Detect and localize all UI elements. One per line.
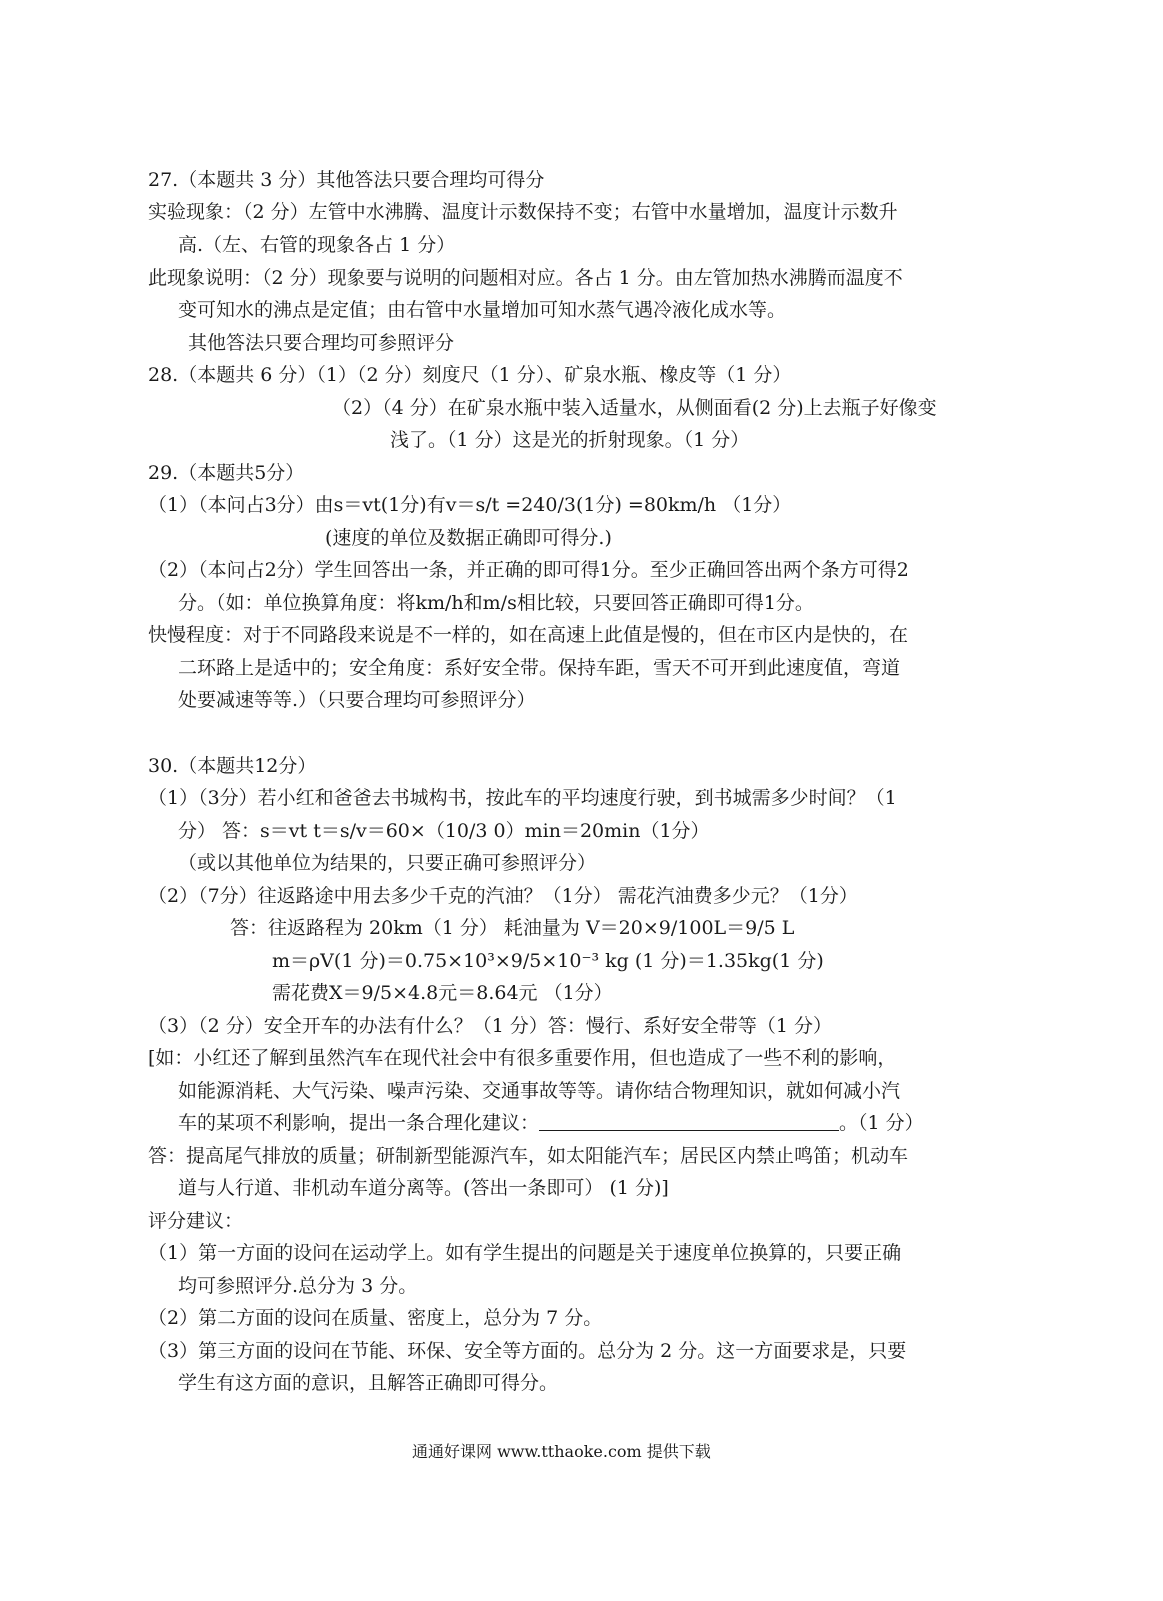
q29-part3-line2: 二环路上是适中的；安全角度：系好安全带。保持车距，雪天不可开到此速度值，弯道 [178,657,901,679]
page-footer: 通通好课网 www.tthaoke.com 提供下载 [412,1442,711,1461]
q27-explanation-line2: 变可知水的沸点是定值；由右管中水量增加可知水蒸气遇冷液化成水等。 [178,299,787,321]
q30-part1-line3: （或以其他单位为结果的，只要正确可参照评分） [178,852,597,874]
q29-part2-line2: 分。（如：单位换算角度：将km/h和m/s相比较，只要回答正确即可得1分。 [178,592,814,614]
q29-part2-line1: （2）（本问占2分）学生回答出一条，并正确的即可得1分。至少正确回答出两个条方可得2 [148,559,909,581]
q30-answer-line2: 道与人行道、非机动车道分离等。(答出一条即可） (1 分)] [178,1177,669,1199]
q30-part3: （3）（2 分）安全开车的办法有什么？（1 分）答：慢行、系好安全带等（1 分） [148,1015,832,1037]
q30-example-line2: 如能源消耗、大气污染、噪声污染、交通事故等等。请你结合物理知识，就如何减小汽 [178,1080,901,1102]
q29-part3-line1: 快慢程度：对于不同路段来说是不一样的，如在高速上此值是慢的，但在市区内是快的，在 [148,624,909,646]
q30-part1-line2: 分） 答：s＝vt t＝s/v＝60×（10/3 0）min＝20min（1分） [178,820,710,842]
q30-answer-line1: 答：提高尾气排放的质量；研制新型能源汽车，如太阳能汽车；居民区内禁止鸣笛；机动车 [148,1145,909,1167]
answer-blank [539,1110,839,1131]
q27-phenomenon-line2: 高.（左、右管的现象各占 1 分） [178,234,456,256]
grading-item3-line1: （3）第三方面的设问在节能、环保、安全等方面的。总分为 2 分。这一方面要求是，只要 [148,1340,907,1362]
q30-title: 30.（本题共12分） [148,755,317,777]
q30-part2-answer1: 答：往返路程为 20km（1 分） 耗油量为 V＝20×9/100L＝9/5 L [230,917,795,939]
q30-example-line1: [如：小红还了解到虽然汽车在现代社会中有很多重要作用，但也造成了一些不利的影响， [148,1047,897,1069]
q27-note: 其他答法只要合理均可参照评分 [188,332,455,354]
grading-item3-line2: 学生有这方面的意识，且解答正确即可得分。 [178,1372,559,1394]
q30-example-score: 。（1 分） [839,1112,924,1134]
q27-explanation-line1: 此现象说明：（2 分）现象要与说明的问题相对应。各占 1 分。由左管加热水沸腾而温度不 [148,267,903,289]
grading-item1-line1: （1）第一方面的设问在运动学上。如有学生提出的问题是关于速度单位换算的，只要正确 [148,1242,902,1264]
q29-part1-note: (速度的单位及数据正确即可得分.) [325,527,612,549]
grading-title: 评分建议： [148,1210,244,1232]
q30-part1-line1: （1）（3分）若小红和爸爸去书城构书，按此车的平均速度行驶，到书城需多少时间？（1 [148,787,897,809]
grading-item1-line2: 均可参照评分.总分为 3 分。 [178,1275,418,1297]
q28-line3: 浅了。（1 分）这是光的折射现象。（1 分） [390,429,750,451]
q27-phenomenon-line1: 实验现象：（2 分）左管中水沸腾、温度计示数保持不变；右管中水量增加，温度计示数升 [148,201,898,223]
q30-example-line3 [178,1107,924,1139]
q30-part2-answer2: m＝ρV(1 分)＝0.75×10³×9/5×10⁻³ kg (1 分)＝1.35kg(1 分) [272,950,824,972]
q29-part1: （1）（本问占3分）由s＝vt(1分)有v＝s/t =240/3(1分) =80km/h （1分） [148,494,792,516]
q27-title: 27.（本题共 3 分）其他答法只要合理均可得分 [148,169,545,191]
q29-part3-line3: 处要减速等等.）（只要合理均可参照评分） [178,689,536,711]
q30-example-prompt: 车的某项不利影响，提出一条合理化建议： [178,1112,540,1134]
grading-item2: （2）第二方面的设问在质量、密度上，总分为 7 分。 [148,1307,603,1329]
q28-line2: （2）（4 分）在矿泉水瓶中装入适量水，从侧面看(2 分)上去瓶子好像变 [332,397,937,419]
q28-line1: 28.（本题共 6 分）（1）（2 分）刻度尺（1 分）、矿泉水瓶、橡皮等（1 分） [148,364,792,386]
q30-part2: （2）（7分）往返路途中用去多少千克的汽油？（1分） 需花汽油费多少元？（1分） [148,885,858,907]
q29-title: 29.（本题共5分） [148,462,305,484]
q30-part2-answer3: 需花费X＝9/5×4.8元＝8.64元 （1分） [272,982,613,1004]
